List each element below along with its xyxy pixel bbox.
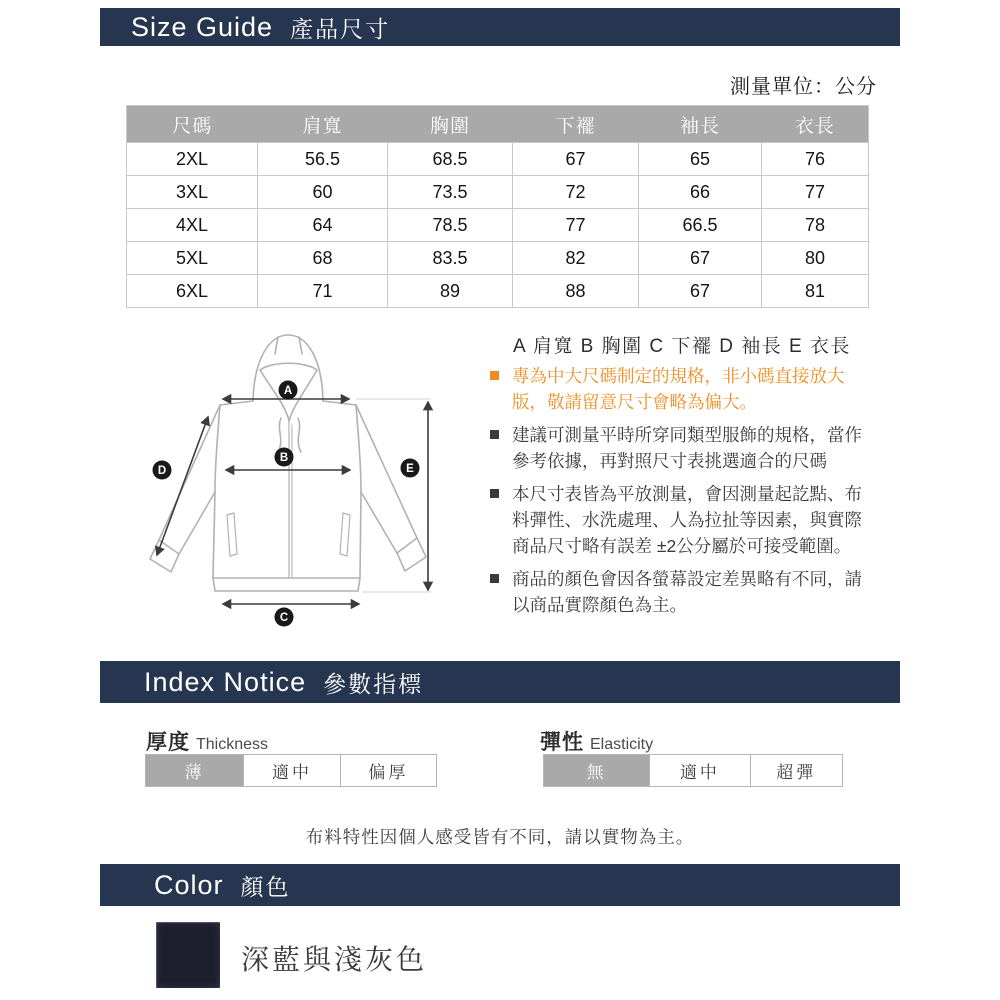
cell-value: 77 — [762, 176, 869, 209]
size-table-header-row — [127, 106, 869, 143]
cell-value: 66.5 — [639, 209, 762, 242]
measure-legend: A 肩寬 B 胸圍 C 下襬 D 袖長 E 衣長 — [513, 336, 851, 357]
cell-value: 78 — [762, 209, 869, 242]
drawstring-right — [298, 418, 301, 452]
svg-text:E: E — [406, 463, 414, 476]
index-notice-title-en: Index Notice — [144, 666, 307, 697]
thickness-label-en: Thickness — [196, 736, 269, 753]
note-item-tolerance — [490, 481, 862, 559]
cell-value: 64 — [258, 209, 388, 242]
size-guide-title-en: Size Guide — [131, 11, 274, 42]
size-guide-title-zh: 產品尺寸 — [290, 15, 391, 42]
header-length: 衣長 — [762, 106, 869, 143]
header-shoulder: 肩寬 — [258, 106, 388, 143]
table-row — [127, 209, 869, 242]
cell-value: 56.5 — [258, 143, 388, 176]
measure-arrow-d — [157, 417, 208, 555]
cell-value: 67 — [513, 143, 639, 176]
cell-value: 67 — [639, 275, 762, 308]
square-bullet-icon — [490, 489, 499, 498]
color-title-zh: 顏色 — [240, 873, 291, 900]
thickness-option-medium: 適中 — [243, 755, 339, 786]
cell-value: 80 — [762, 242, 869, 275]
garment-diagram — [120, 320, 480, 650]
cell-value: 67 — [639, 242, 762, 275]
elasticity-option-none: 無 — [544, 755, 649, 786]
elasticity-option-medium: 適中 — [649, 755, 749, 786]
cell-value: 89 — [388, 275, 513, 308]
header-size: 尺碼 — [127, 106, 258, 143]
measure-unit-note: 測量單位：公分 — [730, 76, 877, 98]
table-row — [127, 143, 869, 176]
note-text: 商品的顏色會因各螢幕設定差異略有不同，請以商品實際顏色為主。 — [512, 569, 862, 615]
cell-value: 72 — [513, 176, 639, 209]
header-chest: 胸圍 — [388, 106, 513, 143]
svg-text:C: C — [279, 612, 289, 625]
svg-text:B: B — [279, 452, 289, 465]
thickness-option-thick: 偏厚 — [340, 755, 436, 786]
cell-size: 2XL — [127, 143, 258, 176]
elasticity-label — [540, 726, 653, 756]
note-text: 建議可測量平時所穿同類型服飾的規格，當作參考依據，再對照尺寸表挑選適合的尺碼 — [512, 425, 862, 471]
thickness-scale — [145, 754, 437, 787]
cell-value: 68.5 — [388, 143, 513, 176]
cell-value: 77 — [513, 209, 639, 242]
size-notes-list — [490, 363, 862, 625]
measure-badge-c — [275, 608, 294, 627]
cell-value: 66 — [639, 176, 762, 209]
square-bullet-icon — [490, 574, 499, 583]
cell-value: 82 — [513, 242, 639, 275]
square-bullet-icon — [490, 430, 499, 439]
cell-size: 3XL — [127, 176, 258, 209]
cell-value: 71 — [258, 275, 388, 308]
note-item-color-difference — [490, 566, 862, 618]
elasticity-label-en: Elasticity — [590, 736, 654, 753]
size-guide-header-bar — [100, 8, 900, 46]
note-text: 專為中大尺碼制定的規格，非小碼直接放大版，敬請留意尺寸會略為偏大。 — [512, 366, 845, 412]
cell-size: 4XL — [127, 209, 258, 242]
note-item-fit — [490, 363, 862, 415]
header-hem: 下襬 — [513, 106, 639, 143]
elasticity-option-super: 超彈 — [750, 755, 842, 786]
table-row — [127, 176, 869, 209]
table-row — [127, 242, 869, 275]
color-name: 深藍與淺灰色 — [241, 944, 428, 975]
cell-value: 68 — [258, 242, 388, 275]
pocket-right — [340, 513, 350, 556]
elasticity-label-zh: 彈性 — [540, 731, 584, 754]
measure-badge-a — [279, 381, 298, 400]
measure-badge-d — [153, 461, 172, 480]
fabric-note: 布料特性因個人感受皆有不同，請以實物為主。 — [305, 827, 695, 847]
index-notice-bar — [100, 661, 900, 703]
cell-value: 60 — [258, 176, 388, 209]
cell-value: 83.5 — [388, 242, 513, 275]
color-section-bar — [100, 864, 900, 906]
note-item-compare — [490, 422, 862, 474]
pocket-left — [227, 513, 237, 556]
cell-value: 76 — [762, 143, 869, 176]
thickness-label — [146, 726, 268, 756]
size-table — [126, 105, 869, 308]
thickness-option-thin: 薄 — [146, 755, 243, 786]
svg-text:D: D — [157, 465, 167, 478]
cell-size: 6XL — [127, 275, 258, 308]
table-row — [127, 275, 869, 308]
elasticity-scale — [543, 754, 843, 787]
cell-value: 78.5 — [388, 209, 513, 242]
note-text: 本尺寸表皆為平放測量，會因測量起訖點、布料彈性、水洗處理、人為拉扯等因素，與實際商品尺寸略有誤差 ±2公分屬於可接受範圍。 — [512, 484, 862, 556]
cell-value: 73.5 — [388, 176, 513, 209]
cell-size: 5XL — [127, 242, 258, 275]
color-title-en: Color — [154, 869, 224, 900]
header-sleeve: 袖長 — [639, 106, 762, 143]
index-notice-title-zh: 參數指標 — [323, 670, 424, 697]
drawstring-left — [278, 418, 281, 452]
svg-text:A: A — [283, 385, 293, 398]
square-bullet-icon — [490, 371, 499, 380]
cell-value: 81 — [762, 275, 869, 308]
cell-value: 65 — [639, 143, 762, 176]
color-swatch — [156, 922, 220, 988]
thickness-label-zh: 厚度 — [146, 731, 190, 754]
cell-value: 88 — [513, 275, 639, 308]
measure-badge-e — [401, 459, 420, 478]
measure-badge-b — [275, 448, 294, 467]
